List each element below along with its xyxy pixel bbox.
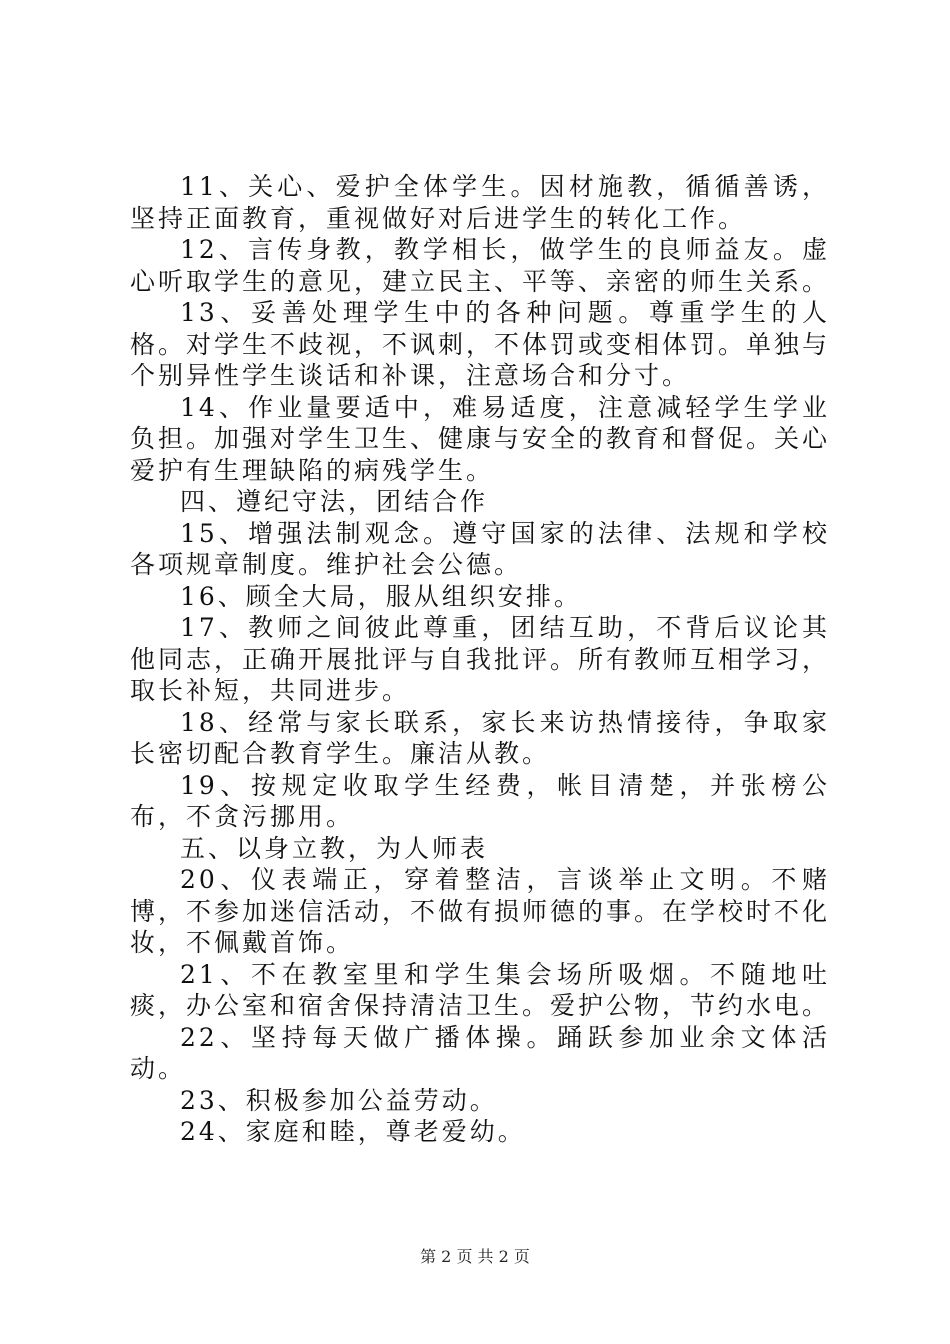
paragraph-14: 14、作业量要适中，难易适度，注意减轻学生学业负担。加强对学生卫生、健康与安全的教育和督促。关心爱护有生理缺陷的病残学生。 (130, 392, 831, 485)
paragraph-11: 11、关心、爱护全体学生。因材施教，循循善诱，坚持正面教育，重视做好对后进学生的转化工作。 (130, 172, 830, 233)
paragraph-24: 24、家庭和睦，尊老爱幼。 (180, 1117, 526, 1146)
paragraph-17: 17、教师之间彼此尊重，团结互助，不背后议论其他同志，正确开展批评与自我批评。所有教师互相学习，取长补短，共同进步。 (130, 613, 831, 705)
paragraph-18: 18、经常与家长联系，家长来访热情接待，争取家长密切配合教育学生。廉洁从教。 (130, 707, 830, 768)
paragraph-21: 21、不在教室里和学生集会场所吸烟。不随地吐痰，办公室和宿舍保持清洁卫生。爱护公物，节约水电。 (130, 959, 831, 1020)
paragraph-16: 16、顾全大局，服从组织安排。 (180, 581, 582, 611)
paragraph-12: 12、言传身教，教学相长，做学生的良师益友。虚心听取学生的意见，建立民主、平等、亲密的师生关系。 (130, 235, 831, 296)
paragraph-13: 13、妥善处理学生中的各种问题。尊重学生的人格。对学生不歧视，不讽刺，不体罚或变相体罚。单独与个别异性学生谈话和补课，注意场合和分寸。 (130, 298, 831, 390)
page-number-footer: 第 2 页 共 2 页 (420, 1247, 530, 1266)
section-heading-4: 四、遵纪守法，团结合作 (180, 487, 489, 516)
paragraph-23: 23、积极参加公益劳动。 (180, 1085, 498, 1115)
paragraph-19: 19、按规定收取学生经费，帐目清楚，并张榜公布，不贪污挪用。 (130, 770, 830, 831)
paragraph-20: 20、仪表端正，穿着整洁，言谈举止文明。不赌博，不参加迷信活动，不做有损师德的事。在学校时不化妆，不佩戴首饰。 (130, 865, 831, 957)
paragraph-15: 15、增强法制观念。遵守国家的法律、法规和学校各项规章制度。维护社会公德。 (130, 518, 830, 579)
paragraph-22: 22、坚持每天做广播体操。踊跃参加业余文体活动。 (130, 1022, 830, 1083)
section-heading-5: 五、以身立教，为人师表 (180, 833, 489, 863)
document-body (130, 171, 830, 1148)
